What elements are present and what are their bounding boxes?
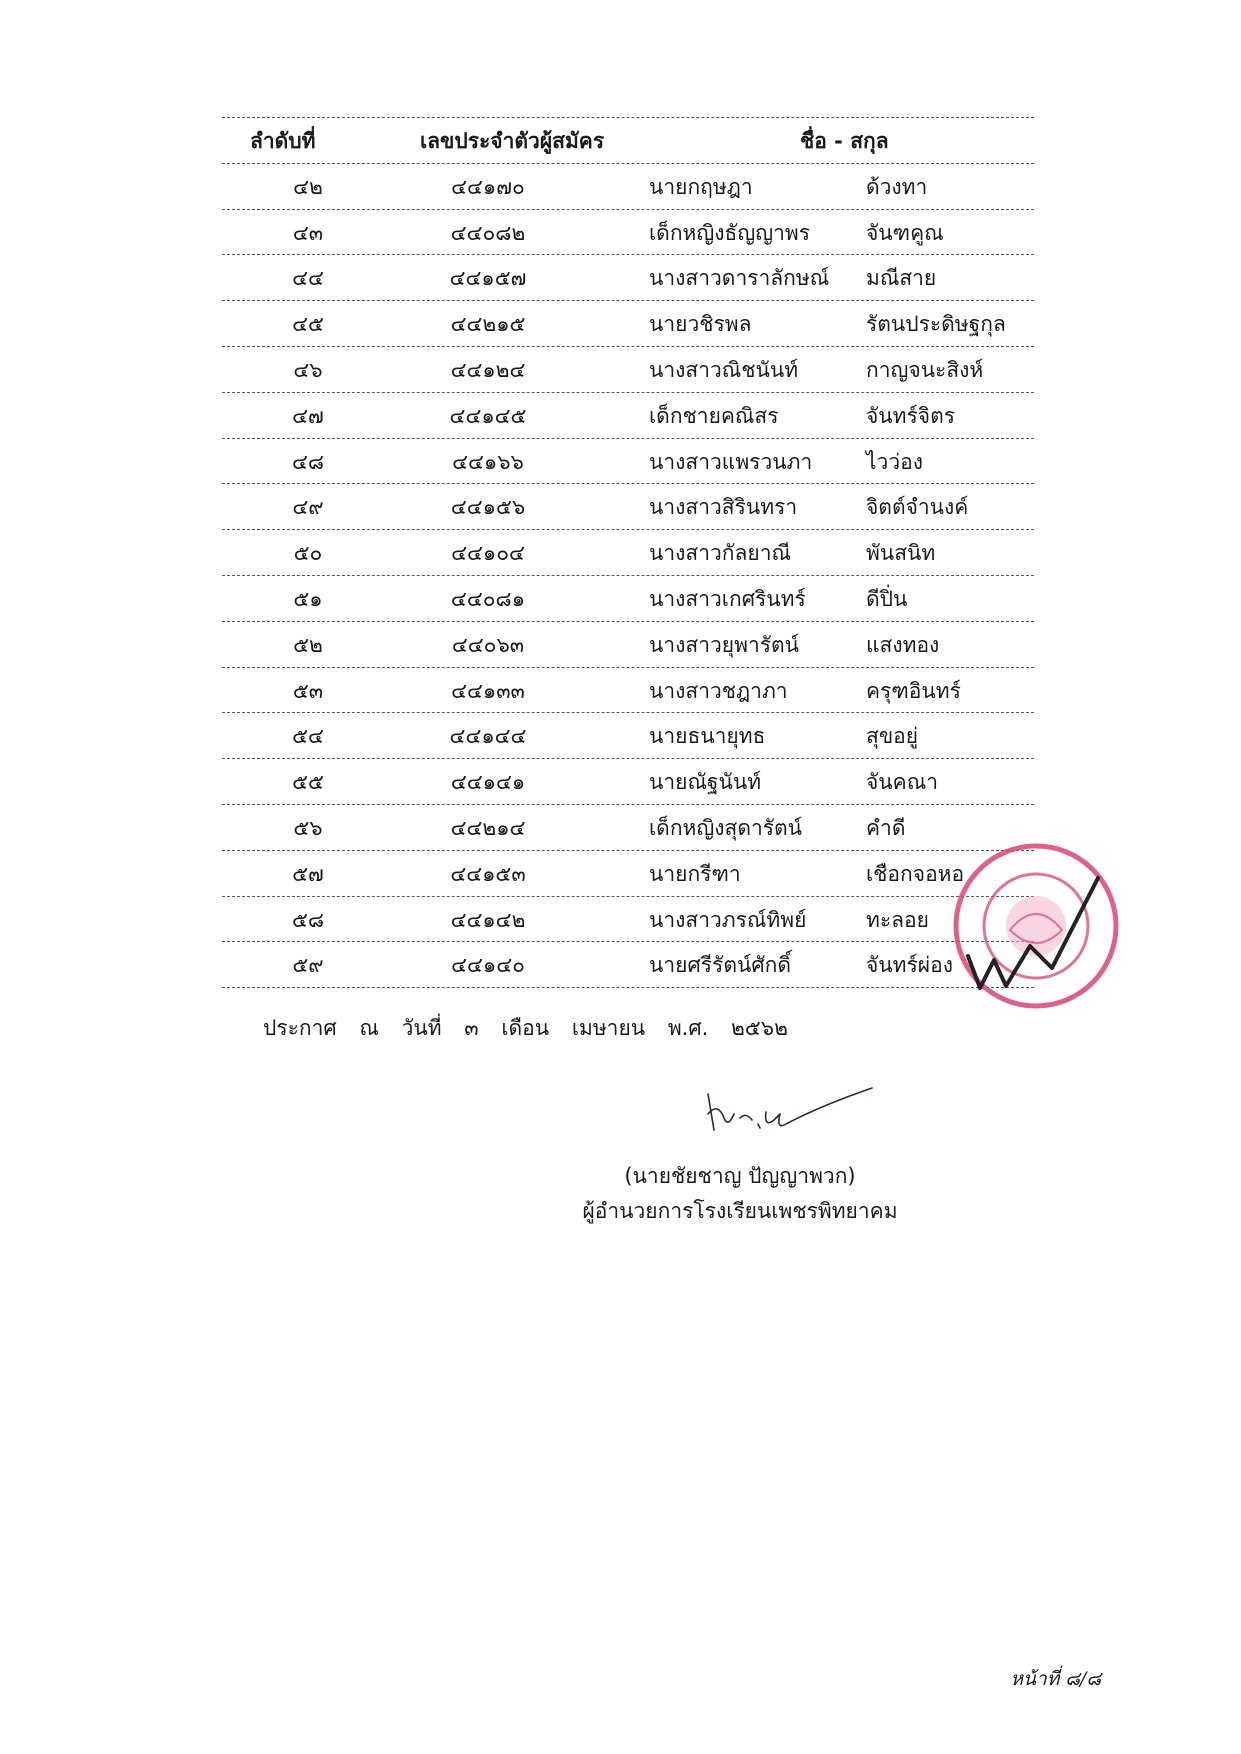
row-number: ๕๐: [293, 541, 323, 566]
row-number: ๕๖: [293, 815, 323, 840]
table-row: [222, 529, 1034, 575]
applicant-id: ๔๔๒๑๕: [450, 312, 526, 337]
applicant-id: ๔๔๑๔๒: [450, 907, 526, 932]
applicant-surname: มณีสาย: [866, 266, 937, 291]
applicant-surname: จันทร์จิตร: [866, 403, 956, 428]
row-number: ๕๒: [293, 632, 323, 657]
applicant-name: นางสาวกัลยาณี: [649, 541, 791, 566]
applicant-name: นายศรีรัตน์ศักดิ์: [649, 953, 792, 978]
applicant-name: นายณัฐนันท์: [649, 770, 762, 795]
applicant-id: ๔๔๐๘๒: [450, 220, 526, 245]
table-row: [222, 850, 1034, 896]
table-row: [222, 300, 1034, 346]
table-row: [222, 392, 1034, 438]
row-number: ๔๔: [292, 266, 324, 291]
applicant-id: ๔๔๑๔๐: [451, 953, 525, 978]
header-id: เลขประจำตัวผู้สมัคร: [420, 129, 605, 153]
row-number: ๔๘: [291, 449, 325, 474]
applicant-id: ๔๔๑๕๗: [449, 266, 527, 291]
row-number: ๔๓: [292, 220, 324, 245]
table-row: [222, 254, 1034, 300]
director-signature: [700, 1084, 880, 1144]
applicant-name: นางสาวสิรินทรา: [649, 495, 798, 520]
applicant-surname: พันสนิท: [866, 541, 936, 566]
applicant-surname: ไวว่อง: [866, 449, 924, 474]
applicant-name: เด็กหญิงธัญญาพร: [649, 220, 811, 245]
table-row: [222, 163, 1034, 209]
row-number: ๕๓: [292, 678, 324, 703]
applicant-id: ๔๔๑๔๑: [450, 770, 526, 795]
applicant-name: นางสาวยุพารัตน์: [649, 632, 800, 657]
applicant-name: นายธนายุทธ: [649, 724, 766, 749]
school-seal-stamp: [948, 838, 1124, 1014]
table-row: [222, 941, 1034, 988]
table-row: [222, 209, 1034, 255]
applicant-name: นางสาวเกศรินทร์: [649, 586, 806, 611]
table-row: [222, 667, 1034, 713]
table-header: [222, 117, 1034, 163]
table-row: [222, 712, 1034, 758]
applicant-table: [222, 117, 1034, 988]
row-number: ๔๙: [292, 495, 324, 520]
header-no: ลำดับที่: [250, 129, 316, 153]
row-number: ๕๙: [292, 953, 324, 978]
applicant-id: ๔๔๑๗๐: [451, 174, 525, 199]
applicant-surname: ด้วงทา: [866, 174, 928, 199]
applicant-id: ๔๔๑๖๖: [452, 449, 524, 474]
applicant-name: เด็กชายคณิสร: [649, 403, 779, 428]
applicant-id: ๔๔๑๒๔: [450, 357, 526, 382]
row-number: ๕๘: [291, 907, 325, 932]
applicant-surname: ทะลอย: [866, 907, 929, 932]
applicant-id: ๔๔๐๘๑: [450, 586, 526, 611]
applicant-name: นางสาวแพรวนภา: [649, 449, 813, 474]
table-body: [222, 163, 1034, 988]
applicant-surname: จิตต์จำนงค์: [866, 495, 969, 520]
applicant-surname: เชือกจอหอ: [866, 861, 965, 886]
row-number: ๔๖: [293, 357, 323, 382]
table-row: [222, 438, 1034, 484]
applicant-name: เด็กหญิงสุดารัตน์: [649, 815, 803, 840]
applicant-id: ๔๔๐๖๓: [451, 632, 525, 657]
announce-day-label: วันที่: [401, 1016, 442, 1040]
applicant-id: ๔๔๑๓๓: [451, 678, 525, 703]
applicant-id: ๔๔๑๔๔: [449, 724, 527, 749]
table-row: [222, 483, 1034, 529]
table-row: [222, 575, 1034, 621]
applicant-name: นายกฤษฎา: [649, 174, 753, 199]
applicant-id: ๔๔๑๐๔: [451, 541, 525, 566]
applicant-name: นายวชิรพล: [649, 312, 752, 337]
applicant-surname: ดีปิ่น: [866, 586, 908, 611]
row-number: ๔๕: [292, 312, 324, 337]
announce-year: ๒๕๖๒: [731, 1016, 788, 1040]
announcement-line: [263, 1012, 804, 1045]
row-number: ๕๕: [292, 770, 324, 795]
row-number: ๔๒: [293, 174, 323, 199]
signer-name: (นายชัยชาญ ปัญญาพวก): [624, 1164, 856, 1188]
page-number: หน้าที่ ๘/๘: [1010, 1668, 1101, 1690]
row-number: ๕๑: [293, 586, 323, 611]
announce-month-label: เดือน: [501, 1016, 550, 1040]
applicant-id: ๔๔๑๔๕: [449, 403, 527, 428]
applicant-name: นางสาวณิชนันท์: [649, 357, 799, 382]
table-row: [222, 621, 1034, 667]
applicant-id: ๔๔๑๕๓: [450, 861, 526, 886]
applicant-surname: จันทร์ผ่อง: [866, 953, 953, 978]
announce-year-label: พ.ศ.: [667, 1016, 709, 1040]
row-number: ๕๗: [292, 861, 324, 886]
applicant-id: ๔๔๒๑๔: [450, 815, 526, 840]
announce-at: ณ: [359, 1016, 379, 1040]
table-row: [222, 896, 1034, 942]
applicant-id: ๔๔๑๕๖: [450, 495, 526, 520]
row-number: ๕๔: [292, 724, 324, 749]
applicant-name: นางสาวชฎาภา: [649, 678, 788, 703]
table-row: [222, 346, 1034, 392]
applicant-surname: กาญจนะสิงห์: [866, 357, 984, 382]
header-name: ชื่อ - สกุล: [800, 129, 889, 153]
applicant-surname: จันฑคูณ: [866, 220, 944, 245]
applicant-surname: จันคณา: [866, 770, 938, 795]
applicant-name: นายกรีฑา: [649, 861, 741, 886]
row-number: ๔๗: [292, 403, 324, 428]
applicant-surname: ครุฑอินทร์: [866, 678, 961, 703]
applicant-surname: แสงทอง: [866, 632, 940, 657]
table-row: [222, 758, 1034, 804]
announce-day: ๓: [464, 1016, 479, 1040]
applicant-name: นางสาวดาราลักษณ์: [649, 266, 830, 291]
applicant-surname: สุขอยู่: [866, 724, 919, 749]
applicant-name: นางสาวภรณ์ทิพย์: [649, 907, 807, 932]
announce-prefix: ประกาศ: [263, 1016, 337, 1040]
applicant-surname: รัตนประดิษฐกุล: [866, 312, 1006, 337]
table-row: [222, 804, 1034, 850]
announce-month: เมษายน: [571, 1016, 646, 1040]
signer-title: ผู้อำนวยการโรงเรียนเพชรพิทยาคม: [582, 1199, 898, 1223]
applicant-surname: คำดี: [866, 815, 906, 840]
